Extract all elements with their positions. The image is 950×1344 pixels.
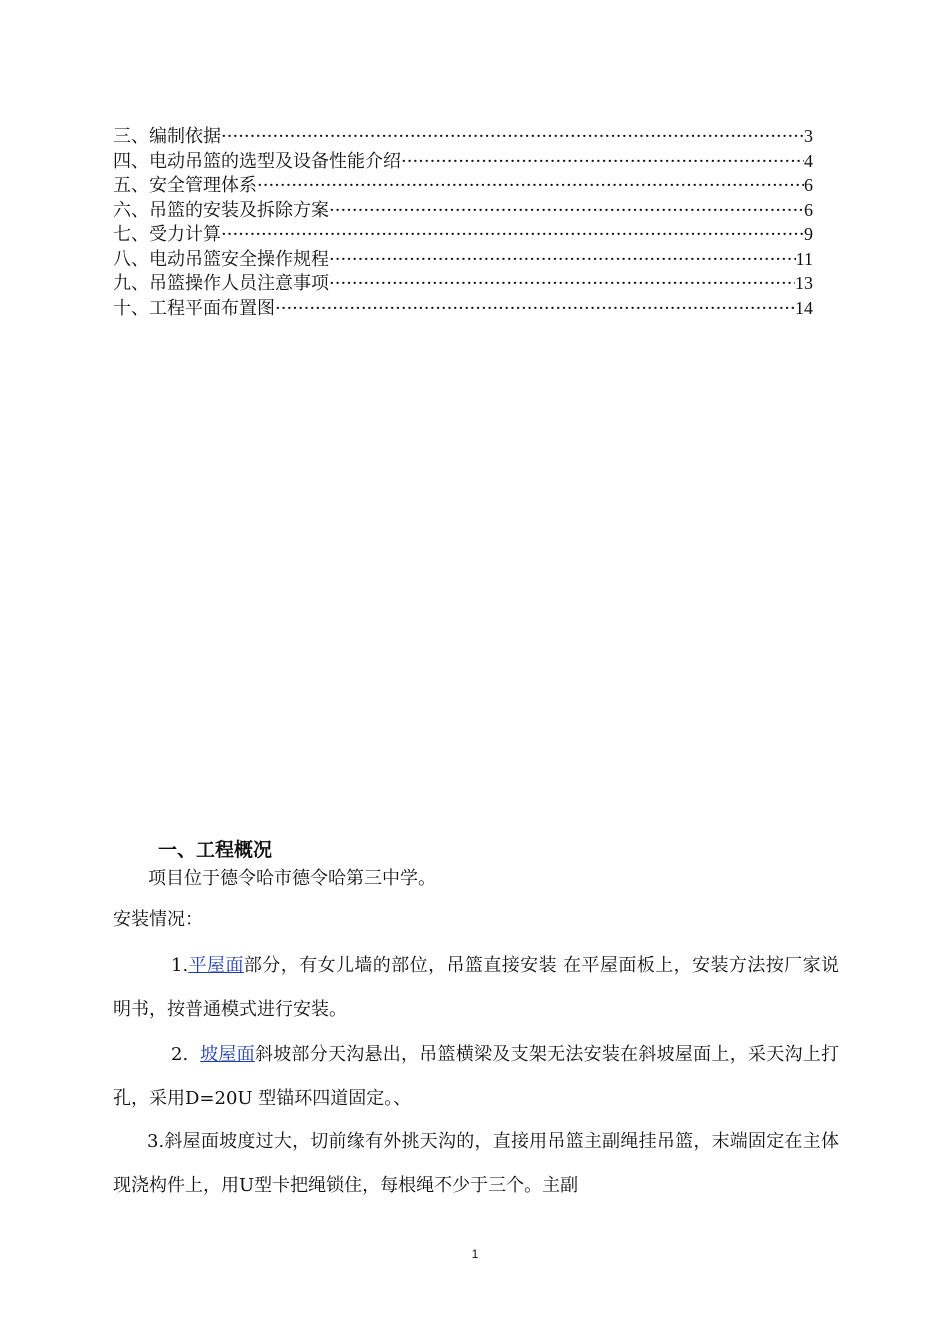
toc-entry[interactable]	[113, 173, 813, 198]
toc-entry-page: 3	[804, 126, 813, 146]
section-heading: 一、工程概况	[158, 839, 273, 861]
toc-entry-title: 九、吊篮操作人员注意事项	[113, 273, 329, 294]
table-of-contents	[113, 124, 813, 320]
toc-leader-dots	[329, 199, 804, 223]
toc-leader-dots	[257, 174, 804, 198]
toc-entry-page: 9	[804, 224, 813, 244]
toc-entry-title: 七、受力计算	[113, 224, 221, 245]
item-text: 3.斜屋面坡度过大，切前缘有外挑天沟的，直接用吊篮主副绳挂吊篮，末端固定在主体现浇构件上，用U型卡把绳锁住，每根绳不少于三个。主副	[113, 1131, 839, 1196]
toc-entry[interactable]	[113, 296, 813, 321]
toc-entry-page: 11	[795, 248, 813, 269]
install-item-steep-roof	[113, 1120, 839, 1208]
toc-leader-dots	[329, 272, 795, 296]
flat-roof-link[interactable]: 平屋面	[188, 955, 244, 976]
toc-entry-title: 三、编制依据	[113, 126, 221, 147]
toc-entry-title: 五、安全管理体系	[113, 175, 257, 196]
toc-leader-dots	[221, 125, 804, 149]
toc-entry-page: 14	[795, 297, 813, 318]
project-location-paragraph: 项目位于德令哈市德令哈第三中学。	[148, 868, 436, 889]
toc-leader-dots	[275, 297, 795, 321]
install-item-sloped-roof	[113, 1033, 839, 1121]
item-text: 部分，有女儿墙的部位，吊篮直接安装 在平屋面板上，安装方法按厂家说明书，按普通模式进行安装。	[113, 955, 840, 1020]
toc-entry-page: 6	[804, 175, 813, 195]
toc-leader-dots	[329, 248, 796, 272]
install-item-flat-roof	[113, 944, 839, 1032]
toc-leader-dots	[221, 223, 804, 247]
sloped-roof-link[interactable]: 坡屋面	[200, 1044, 255, 1065]
toc-entry-title: 八、电动吊篮安全操作规程	[113, 248, 329, 270]
item-prefix: 1.	[171, 955, 189, 976]
toc-entry-title: 十、工程平面布置图	[113, 297, 275, 319]
page-number: 1	[471, 1247, 479, 1261]
toc-entry[interactable]	[113, 222, 813, 247]
toc-entry[interactable]	[113, 271, 813, 296]
toc-entry-title: 六、吊篮的安装及拆除方案	[113, 199, 329, 221]
toc-leader-dots	[401, 150, 804, 174]
toc-entry[interactable]	[113, 198, 813, 223]
item-prefix: 2.	[171, 1044, 189, 1065]
toc-entry[interactable]	[113, 247, 813, 272]
toc-entry[interactable]	[113, 124, 813, 149]
toc-entry-page: 13	[795, 273, 813, 293]
toc-entry-page: 6	[804, 199, 813, 220]
item-text: 斜坡部分天沟悬出，吊篮横梁及支架无法安装在斜坡屋面上，采天沟上打孔，采用D=20U 型锚环四道固定。、	[113, 1044, 839, 1109]
toc-entry[interactable]	[113, 149, 813, 174]
install-status-label: 安装情况：	[113, 909, 203, 930]
toc-entry-title: 四、电动吊篮的选型及设备性能介绍	[113, 150, 401, 172]
toc-entry-page: 4	[804, 150, 813, 171]
